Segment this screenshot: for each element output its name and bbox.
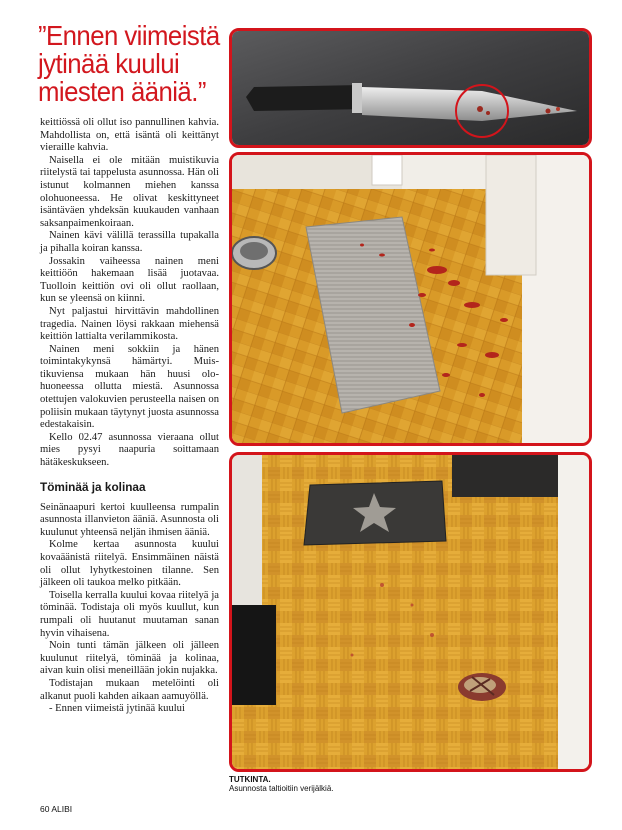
paragraph-8: Seinänaapuri kertoi kuulleensa rumpalin asunnosta illanvieton ääniä. Asunnosta oli kuulunut yhteensä neljän ihmisen ääniä. [40, 501, 219, 538]
subheading: Töminää ja kolinaa [40, 479, 146, 494]
hallway-floor-illustration [232, 455, 589, 769]
paragraph-11: Noin tunti tämän jälkeen oli jälleen kuulunut riitelyä, töminää ja kolinaa, aivan kuin olisi meneillään jokin nujakka. [40, 640, 219, 677]
paragraph-5: Nyt paljastui hirvittävin mahdollinen tragedia. Nainen löysi rakkaan miehensä keittiön lattialta verilammikosta. [40, 305, 219, 343]
paragraph-12: Todistajan mukaan metelöinti oli alkanut puoli kahden aikaan aamuyöllä. [40, 677, 219, 702]
headline-line-3: miesten ääniä.” [38, 76, 206, 107]
paragraph-4: Jossakin vaiheessa nainen meni keittiöön hakemaan lisää juotavaa. Tuolloin keittiön ovi oli ollut raollaan, kun se yleensä on kiinni. [40, 255, 219, 305]
headline-line-2: jytinää kuului [38, 48, 180, 79]
photo-caption [229, 775, 429, 793]
page-folio: 60 ALIBI [40, 804, 73, 814]
headline [38, 20, 220, 107]
photo-knife [229, 28, 592, 148]
article-column [40, 117, 219, 716]
paragraph-7: Kello 02.47 asunnossa vieraana ollut mies pysyi naapuria soittamaan hätäkeskukseen. [40, 431, 219, 469]
kitchen-floor-illustration [232, 155, 589, 443]
photo-hallway-floor [229, 452, 592, 772]
headline-line-1: ”Ennen viimeistä [38, 20, 220, 51]
paragraph-6: Nainen meni sokkiin ja hänen toimintakykynsä hämärtyi. Muistikuviensa mukaan hän huusi olohuoneessa ollutta miestä. Asunnossa otettujen valokuvien perusteella naisen on poliisin mukaan täytynyt juosta asunnossa edestakaisin. [40, 343, 219, 431]
paragraph-2: Naisella ei ole mitään muistikuvia riitelystä tai tappelusta asunnossa. Hän oli istunut kolmannen miehen kanssa olohuoneessa. He olivat keskittyneet isäntäväen yhdeksän kuukauden vanhaan saksanpaimenkoiraan. [40, 154, 219, 229]
paragraph-1: keittiössä oli ollut iso pannullinen kahvia. Mahdollista on, että isäntä oli keittänyt vieraille kahvia. [40, 117, 219, 154]
paragraph-3: Nainen kävi välillä terassilla tupakalla ja pihalla koiran kanssa. [40, 230, 219, 254]
paragraph-9: Kolme kertaa asunnosta kuului kovaäänistä riitelyä. Ensimmäinen näistä oli ollut lyhytkestoinen tilanne. Sen jälkeen oli taukoa melko pitkään. [40, 539, 219, 589]
paragraph-13: - Ennen viimeistä jytinää kuului [49, 703, 185, 715]
caption-title: TUTKINTA. [229, 775, 271, 784]
knife-illustration [232, 31, 589, 145]
photo-kitchen-floor [229, 152, 592, 446]
paragraph-10: Toisella kerralla kuului kovaa riitelyä ja töminää. Todistaja oli myös kuullut, kun rumpali oli huutanut muutaman sanan hyvin vihaisena. [40, 589, 219, 639]
caption-text: Asunnosta taltioitiin verijälkiä. [229, 784, 334, 793]
